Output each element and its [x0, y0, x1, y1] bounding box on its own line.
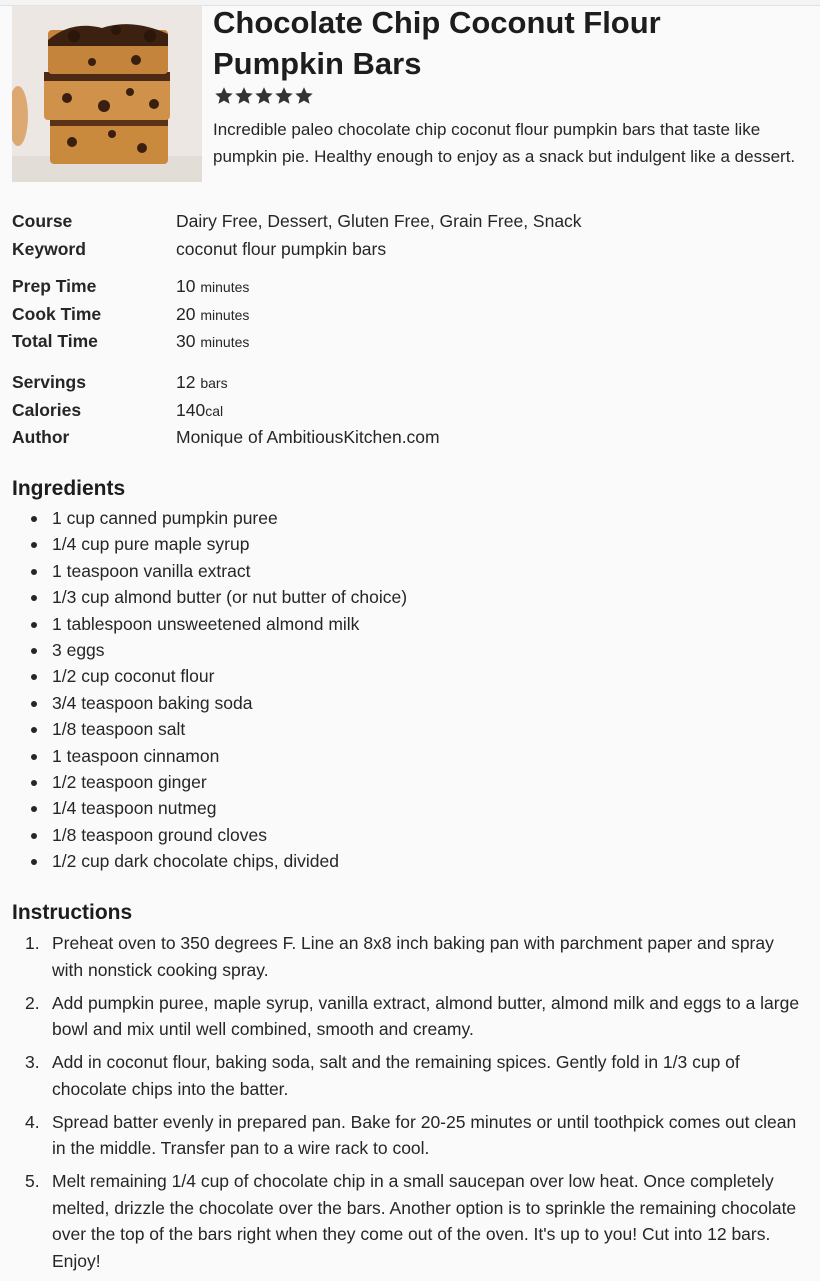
bullet-icon — [31, 780, 37, 786]
author-row — [12, 424, 792, 452]
ingredient-item — [12, 637, 792, 663]
bullet-icon — [31, 754, 37, 760]
ingredient-item — [12, 663, 792, 689]
ingredient-item — [12, 690, 792, 716]
cook-time-value — [176, 301, 249, 330]
ingredient-text: 1 tablespoon unsweetened almond milk — [52, 613, 360, 634]
total-time-row — [12, 328, 792, 356]
bullet-icon — [31, 569, 37, 575]
ingredient-text: 1/3 cup almond butter (or nut butter of choice) — [52, 587, 408, 608]
instruction-text: Add pumpkin puree, maple syrup, vanilla extract, almond butter, almond milk and eggs to a large bowl and mix until well combined, smooth and creamy. — [52, 992, 800, 1039]
recipe-details — [12, 369, 792, 452]
ingredient-item — [12, 716, 792, 742]
instruction-text: Preheat oven to 350 degrees F. Line an 8x8 inch baking pan with parchment paper and spray with nonstick cooking spray. — [52, 933, 774, 980]
calories-label: Calories — [12, 399, 82, 420]
total-time-label: Total Time — [12, 331, 98, 351]
calories-value — [176, 397, 223, 426]
cook-time-label: Cook Time — [12, 303, 102, 324]
step-number: 1. — [25, 933, 40, 953]
servings-amount[interactable]: 12 — [176, 372, 196, 392]
ingredient-item — [12, 795, 792, 821]
pumpkin-bars-image — [12, 6, 202, 182]
ingredients-heading: Ingredients — [12, 477, 126, 500]
star-rating[interactable] — [214, 86, 314, 106]
course-value: Dairy Free, Dessert, Gluten Free, Grain Free, Snack — [176, 211, 582, 231]
instructions-heading: Instructions — [12, 901, 133, 924]
recipe-title: Chocolate Chip Coconut Flour Pumpkin Bars — [213, 5, 661, 81]
ingredient-text: 1/2 teaspoon ginger — [52, 771, 207, 792]
ingredient-text: 3/4 teaspoon baking soda — [52, 692, 253, 713]
instruction-text: Melt remaining 1/4 cup of chocolate chip in a small saucepan over low heat. Once completely melted, drizzle the chocolate over the bars. Another option is to sprinkle the remaining chocolate over the top of the bars right when they come out of the oven. It's up to you! Cut into 12 bars. Enjoy! — [52, 1171, 797, 1271]
servings-row — [12, 369, 792, 397]
step-number: 3. — [25, 1052, 40, 1072]
bullet-icon — [31, 806, 37, 812]
course-label: Course — [12, 211, 73, 231]
bullet-icon — [31, 648, 37, 654]
servings-value — [176, 369, 228, 398]
author-value: Monique of AmbitiousKitchen.com — [176, 427, 440, 447]
cook-time-row — [12, 301, 792, 329]
servings-label: Servings — [12, 372, 86, 392]
step-number: 4. — [25, 1111, 40, 1132]
instruction-step — [12, 930, 802, 983]
ingredients-list — [12, 505, 792, 874]
instruction-step — [12, 1049, 802, 1102]
ingredient-item — [12, 743, 792, 769]
bullet-icon — [31, 727, 37, 733]
bullet-icon — [31, 542, 37, 548]
bullet-icon — [31, 701, 37, 707]
star-icon[interactable] — [274, 86, 294, 106]
bullet-icon — [31, 622, 37, 628]
instruction-step — [12, 1109, 802, 1162]
ingredient-text: 1/2 cup coconut flour — [52, 666, 215, 687]
prep-time-value — [176, 273, 249, 302]
prep-time-row — [12, 273, 792, 301]
ingredient-text: 1/8 teaspoon salt — [52, 719, 186, 740]
ingredient-text: 1/4 teaspoon nutmeg — [52, 798, 217, 819]
keyword-value: coconut flour pumpkin bars — [176, 238, 387, 259]
ingredient-text: 1 cup canned pumpkin puree — [52, 508, 278, 528]
bullet-icon — [31, 833, 37, 839]
cook-time-amount: 20 — [176, 303, 196, 324]
total-time-unit: minutes — [200, 334, 250, 350]
total-time-amount: 30 — [176, 331, 196, 351]
servings-unit: bars — [200, 375, 228, 391]
ingredient-item — [12, 505, 792, 531]
bullet-icon — [31, 516, 37, 522]
ingredient-text: 1/4 cup pure maple syrup — [52, 534, 250, 555]
step-number: 2. — [25, 992, 40, 1013]
ingredient-text: 1/2 cup dark chocolate chips, divided — [52, 851, 339, 872]
course-row — [12, 208, 792, 236]
ingredient-text: 1 teaspoon vanilla extract — [52, 560, 251, 581]
ingredient-item — [12, 822, 792, 848]
total-time-value — [176, 328, 249, 357]
ingredient-text: 1/8 teaspoon ground cloves — [52, 824, 268, 845]
keyword-row — [12, 236, 792, 264]
star-icon[interactable] — [294, 86, 314, 106]
recipe-summary: Incredible paleo chocolate chip coconut flour pumpkin bars that taste like pumpkin pie. Healthy enough to enjoy as a snack but indulgent like a dessert. — [213, 120, 796, 166]
instruction-step — [12, 990, 802, 1043]
ingredient-item — [12, 558, 792, 584]
keyword-label: Keyword — [12, 238, 86, 259]
calories-amount: 140 — [176, 399, 206, 420]
calories-row — [12, 397, 792, 425]
step-number: 5. — [25, 1171, 40, 1191]
ingredient-item — [12, 584, 792, 610]
instruction-step — [12, 1168, 802, 1274]
star-icon[interactable] — [214, 86, 234, 106]
ingredient-item — [12, 611, 792, 637]
ingredient-item — [12, 769, 792, 795]
star-icon[interactable] — [254, 86, 274, 106]
bullet-icon — [31, 859, 37, 865]
ingredient-item — [12, 531, 792, 557]
calories-unit: cal — [205, 402, 224, 419]
recipe-times — [12, 273, 792, 356]
ingredient-text: 1 teaspoon cinnamon — [52, 745, 220, 766]
ingredient-item — [12, 848, 792, 874]
bullet-icon — [31, 595, 37, 601]
recipe-photo — [12, 6, 202, 182]
instructions-list — [12, 930, 802, 1281]
star-icon[interactable] — [234, 86, 254, 106]
prep-time-unit: minutes — [200, 279, 250, 295]
instruction-text: Add in coconut flour, baking soda, salt and the remaining spices. Gently fold in 1/3 cup of chocolate chips into the batter. — [52, 1052, 740, 1099]
recipe-tags — [12, 208, 792, 263]
instruction-text: Spread batter evenly in prepared pan. Bake for 20-25 minutes or until toothpick comes out clean in the middle. Transfer pan to a wire rack to cool. — [52, 1111, 797, 1158]
prep-time-label: Prep Time — [12, 276, 97, 296]
ingredient-text: 3 eggs — [52, 639, 105, 660]
cook-time-unit: minutes — [200, 306, 250, 323]
bullet-icon — [31, 674, 37, 680]
author-label: Author — [12, 427, 70, 447]
prep-time-amount: 10 — [176, 276, 196, 296]
